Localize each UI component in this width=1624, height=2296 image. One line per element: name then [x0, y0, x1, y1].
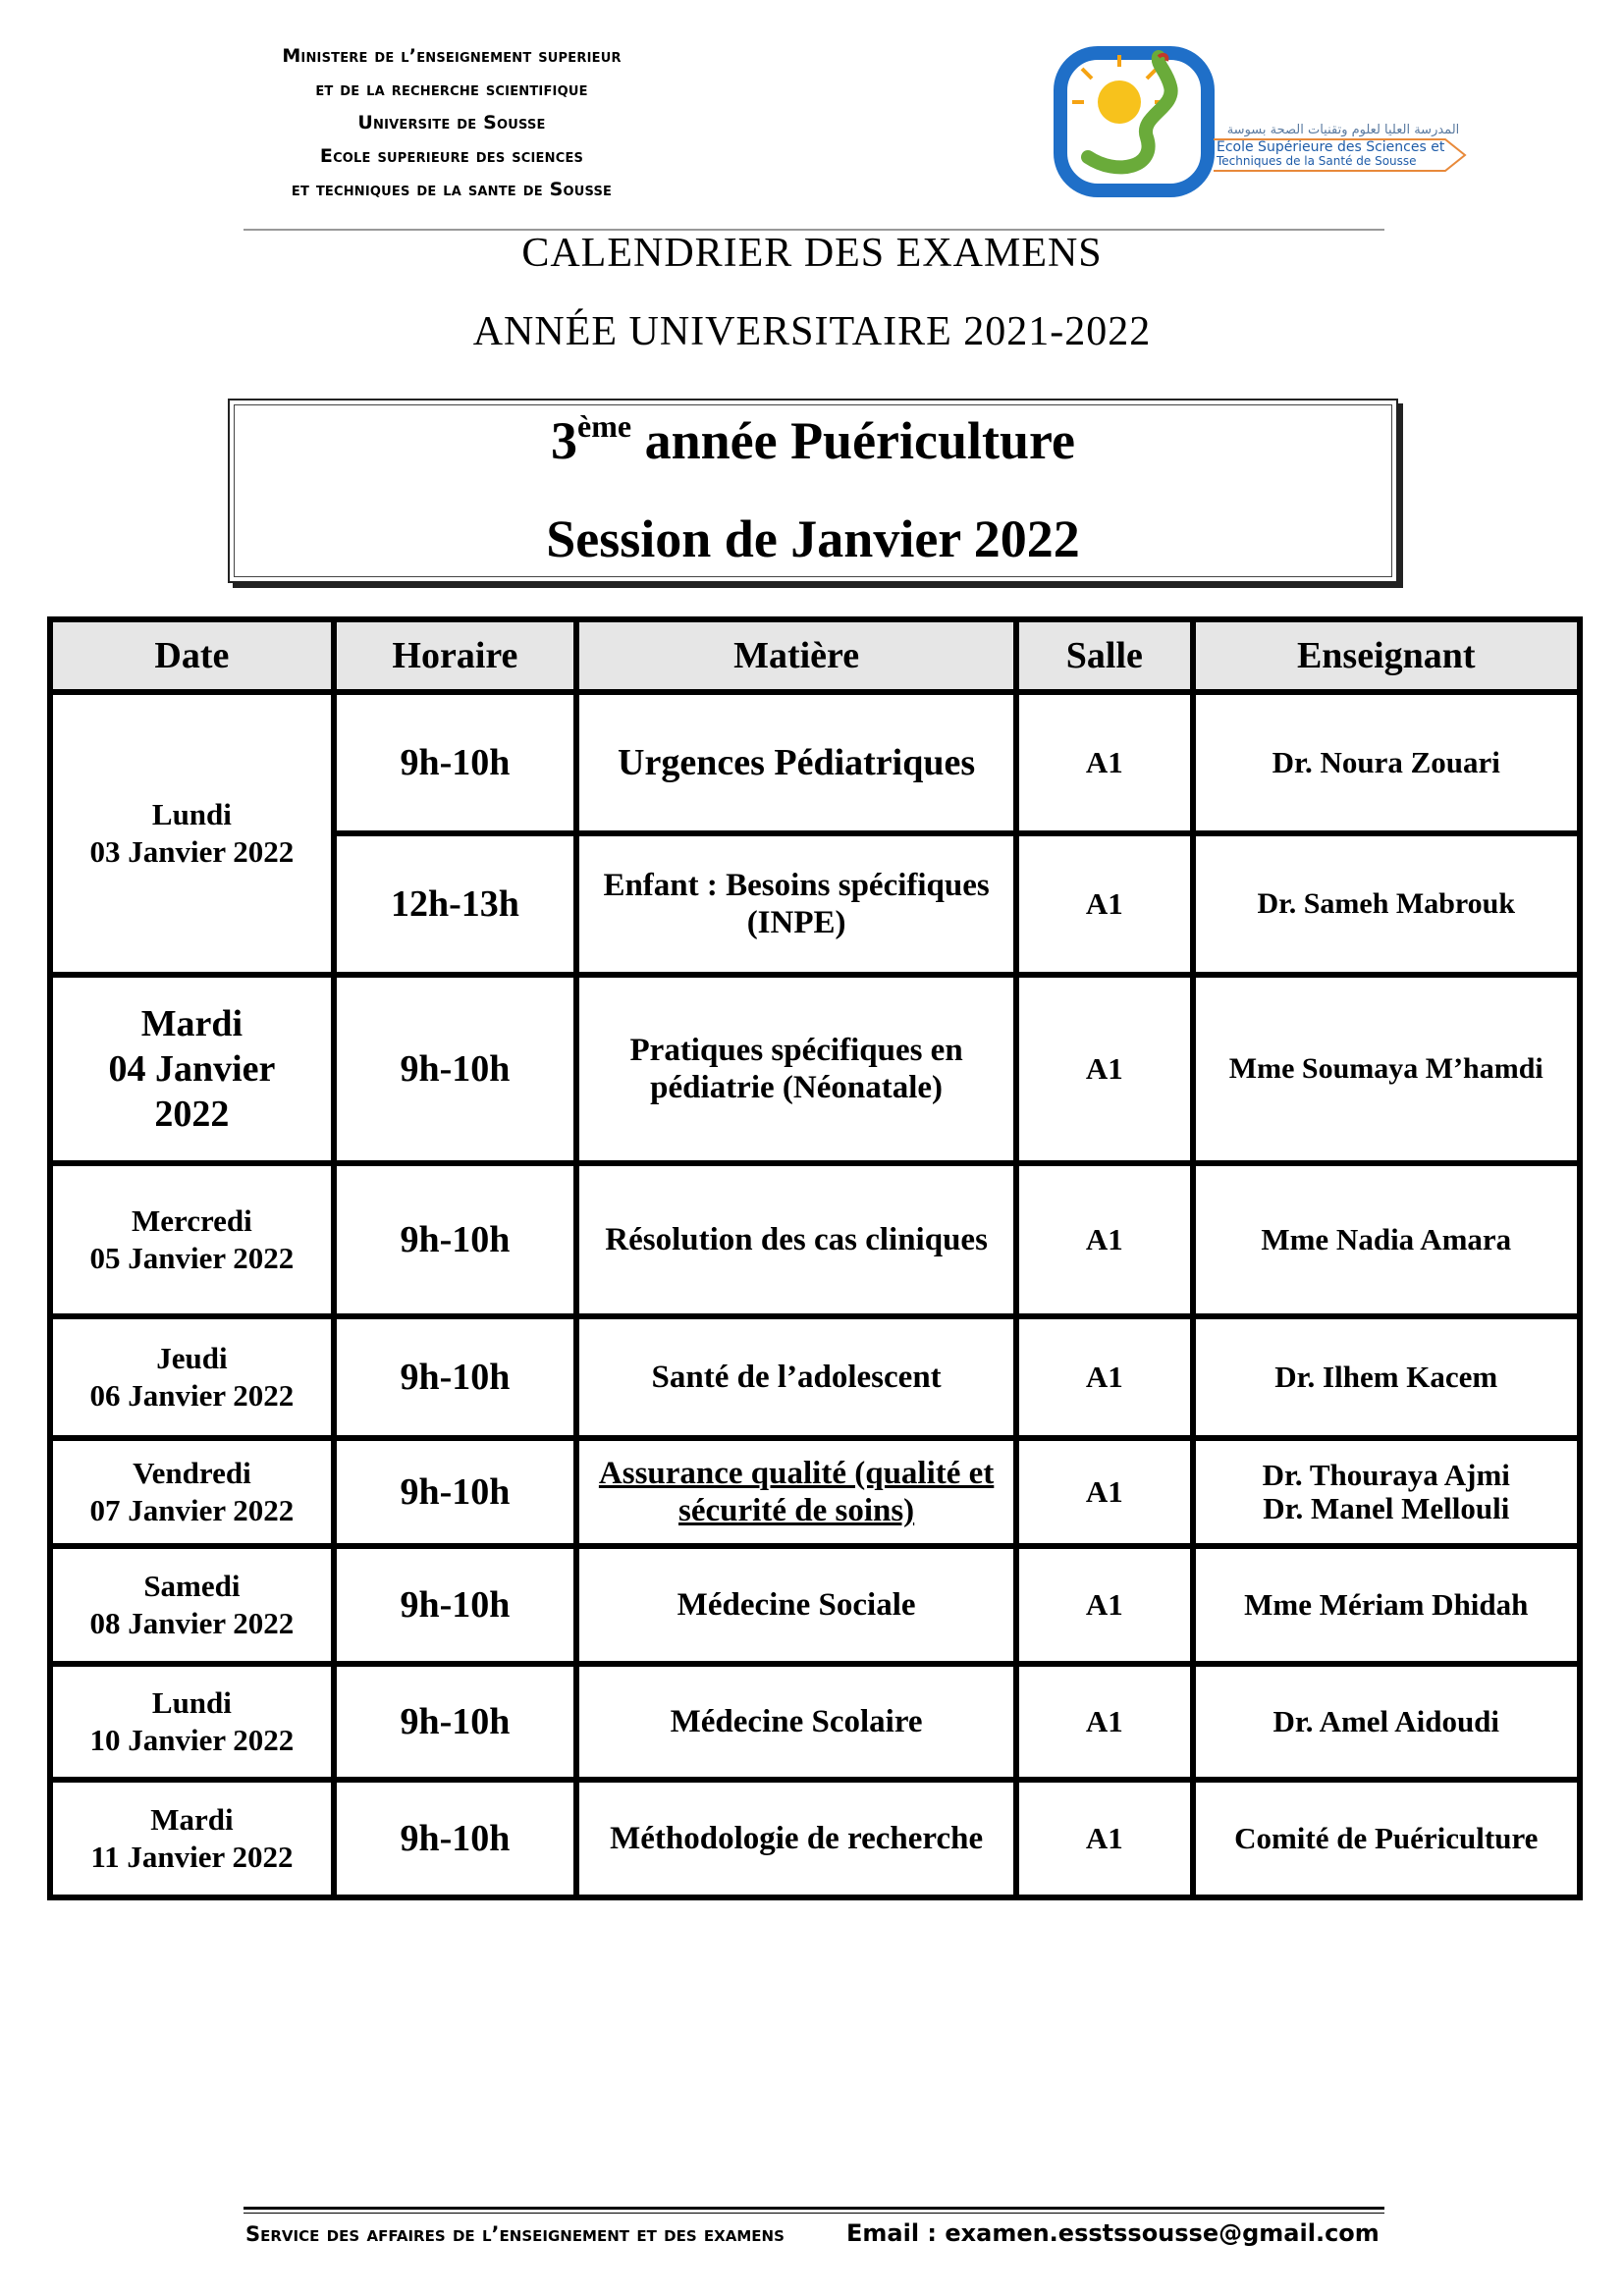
table-row	[50, 1316, 1580, 1438]
matiere-cell: Méthodologie de recherche	[576, 1780, 1016, 1897]
table-row	[50, 1664, 1580, 1780]
salle-cell: A1	[1016, 975, 1192, 1163]
header-line: et techniques de la sante de Sousse	[291, 179, 613, 200]
table-row	[50, 1163, 1580, 1316]
header-line: Universite de Sousse	[357, 112, 546, 133]
enseignant-cell: Dr. Thouraya Ajmi Dr. Manel Mellouli	[1193, 1438, 1580, 1546]
salle-cell: A1	[1016, 1438, 1192, 1546]
horaire-cell: 12h-13h	[334, 833, 576, 975]
enseignant-cell: Dr. Noura Zouari	[1193, 692, 1580, 833]
col-header-horaire: Horaire	[334, 619, 576, 692]
salle-cell: A1	[1016, 1546, 1192, 1664]
enseignant-cell: Mme Soumaya M’hamdi	[1193, 975, 1580, 1163]
matiere-cell: Résolution des cas cliniques	[576, 1163, 1016, 1316]
salle-cell: A1	[1016, 692, 1192, 833]
col-header-salle: Salle	[1016, 619, 1192, 692]
horaire-cell: 9h-10h	[334, 1664, 576, 1780]
matiere-cell: Enfant : Besoins spécifiques (INPE)	[576, 833, 1016, 975]
date-cell: Lundi 10 Janvier 2022	[50, 1664, 334, 1780]
logo-text-line2: Techniques de la Santé de Sousse	[1217, 154, 1417, 168]
header-line: et de la recherche scientifique	[315, 79, 588, 100]
date-cell: Vendredi 07 Janvier 2022	[50, 1438, 334, 1546]
col-header-date: Date	[50, 619, 334, 692]
footer-divider	[244, 2207, 1384, 2210]
enseignant-cell: Dr. Amel Aidoudi	[1193, 1664, 1580, 1780]
table-row	[50, 1546, 1580, 1664]
academic-year-title: ANNÉE UNIVERSITAIRE 2021-2022	[472, 309, 1152, 354]
table-row	[50, 692, 1580, 833]
horaire-cell: 9h-10h	[334, 1438, 576, 1546]
horaire-cell: 9h-10h	[334, 1780, 576, 1897]
horaire-cell: 9h-10h	[334, 975, 576, 1163]
exam-schedule-table	[47, 616, 1583, 1900]
matiere-cell: Urgences Pédiatriques	[576, 692, 1016, 833]
horaire-cell: 9h-10h	[334, 1163, 576, 1316]
logo-text-line1: Ecole Supérieure des Sciences et	[1217, 139, 1445, 155]
institution-header	[236, 39, 668, 206]
table-row	[50, 1438, 1580, 1546]
enseignant-cell: Mme Mériam Dhidah	[1193, 1546, 1580, 1664]
sun-icon	[1098, 80, 1141, 124]
table-row	[50, 1780, 1580, 1897]
table-header-row	[50, 619, 1580, 692]
enseignant-cell: Mme Nadia Amara	[1193, 1163, 1580, 1316]
table-row	[50, 975, 1580, 1163]
session-title: Session de Janvier 2022	[546, 509, 1080, 568]
salle-cell: A1	[1016, 1664, 1192, 1780]
matiere-cell: Santé de l’adolescent	[576, 1316, 1016, 1438]
level-title: 3ème année Puériculture	[551, 408, 1075, 470]
date-cell: Mardi 11 Janvier 2022	[50, 1780, 334, 1897]
horaire-cell: 9h-10h	[334, 692, 576, 833]
session-box	[228, 399, 1398, 583]
date-cell: Jeudi 06 Janvier 2022	[50, 1316, 334, 1438]
salle-cell: A1	[1016, 833, 1192, 975]
enseignant-cell: Dr. Ilhem Kacem	[1193, 1316, 1580, 1438]
salle-cell: A1	[1016, 1163, 1192, 1316]
horaire-cell: 9h-10h	[334, 1316, 576, 1438]
matiere-cell: Médecine Scolaire	[576, 1664, 1016, 1780]
calendar-title: CALENDRIER DES EXAMENS	[521, 231, 1103, 276]
enseignant-cell: Comité de Puériculture	[1193, 1780, 1580, 1897]
col-header-matiere: Matière	[576, 619, 1016, 692]
salle-cell: A1	[1016, 1316, 1192, 1438]
footer-service: Service des affaires de l’enseignement et des examens	[245, 2222, 785, 2246]
school-logo	[1049, 39, 1481, 206]
salle-cell: A1	[1016, 1780, 1192, 1897]
header-line: Ministere de l’enseignement superieur	[282, 45, 622, 67]
date-cell: Lundi 03 Janvier 2022	[50, 692, 334, 975]
matiere-cell: Assurance qualité (qualité et sécurité de soins)	[576, 1438, 1016, 1546]
date-cell: Mercredi 05 Janvier 2022	[50, 1163, 334, 1316]
horaire-cell: 9h-10h	[334, 1546, 576, 1664]
col-header-enseignant: Enseignant	[1193, 619, 1580, 692]
enseignant-cell: Dr. Sameh Mabrouk	[1193, 833, 1580, 975]
date-cell: Samedi 08 Janvier 2022	[50, 1546, 334, 1664]
header-line: Ecole superieure des sciences	[319, 145, 584, 167]
footer-email: Email : examen.esstssousse@gmail.com	[846, 2219, 1380, 2247]
matiere-cell: Pratiques spécifiques en pédiatrie (Néonatale)	[576, 975, 1016, 1163]
matiere-cell: Médecine Sociale	[576, 1546, 1016, 1664]
date-cell: Mardi 04 Janvier 2022	[50, 975, 334, 1163]
footer-divider-thin	[244, 2213, 1384, 2214]
logo-arabic-text: المدرسة العليا لعلوم وتقنيات الصحة بسوسة	[1226, 123, 1460, 137]
